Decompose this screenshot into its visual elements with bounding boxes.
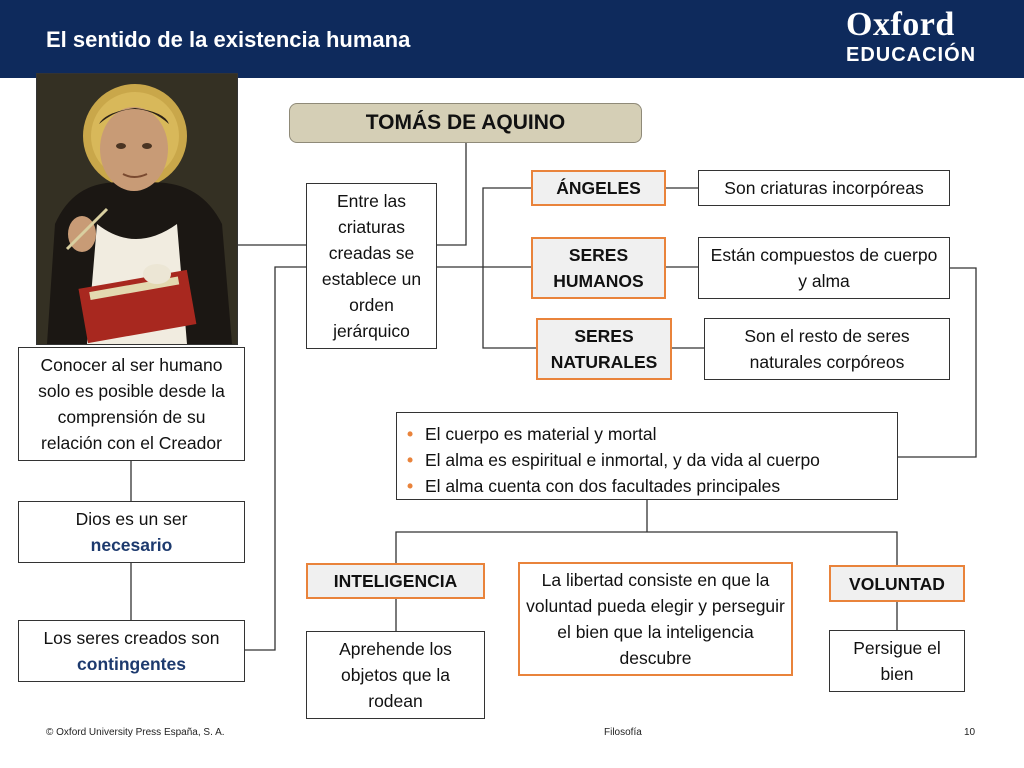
necessary-emphasis: necesario [90, 535, 173, 555]
natural-beings-description: Son el resto de seres naturales corpóreos [704, 318, 950, 380]
freedom-definition: La libertad consiste en que la voluntad pueda elegir y perseguir el bien que la inteligencia descubre [518, 562, 793, 676]
saint-portrait [36, 73, 238, 345]
list-item: • El alma cuenta con dos facultades principales [407, 473, 887, 499]
humans-description: Están compuestos de cuerpo y alma [698, 237, 950, 299]
hierarchy-box: Entre las criaturas creadas se establece un orden jerárquico [306, 183, 437, 349]
will-description: Persigue el bien [829, 630, 965, 692]
bullet-icon: • [407, 476, 414, 496]
god-text: Dios es un ser [75, 509, 188, 529]
bullet-icon: • [407, 424, 414, 444]
humans-label: SERES HUMANOS [531, 237, 666, 299]
bullet-icon: • [407, 450, 414, 470]
angels-label: ÁNGELES [531, 170, 666, 206]
oxford-logo: Oxford [846, 6, 955, 43]
natural-beings-label: SERES NATURALES [536, 318, 672, 380]
will-label: VOLUNTAD [829, 565, 965, 602]
footer-subject: Filosofía [604, 727, 642, 738]
footer-page-number: 10 [964, 727, 976, 738]
intelligence-description: Aprehende los objetos que la rodean [306, 631, 485, 719]
contingent-emphasis: contingentes [77, 654, 186, 674]
list-item: • El cuerpo es material y mortal [407, 421, 887, 447]
god-necessary-box [18, 501, 245, 563]
body-soul-bullets [396, 412, 898, 500]
angels-description: Son criaturas incorpóreas [698, 170, 950, 206]
beings-text: Los seres creados son [43, 628, 220, 648]
page-title: El sentido de la existencia humana [46, 27, 411, 52]
educacion-logo: EDUCACIÓN [846, 44, 977, 66]
saint-portrait-icon [37, 74, 237, 344]
knowing-human-box: Conocer al ser humano solo es posible desde la comprensión de su relación con el Creador [18, 347, 245, 461]
list-item: • El alma es espiritual e inmortal, y da vida al cuerpo [407, 447, 887, 473]
intelligence-label: INTELIGENCIA [306, 563, 485, 599]
contingent-beings-box [18, 620, 245, 682]
thomas-aquinas-title: TOMÁS DE AQUINO [289, 103, 642, 143]
footer-copyright: © Oxford University Press España, S. A. [46, 727, 225, 738]
